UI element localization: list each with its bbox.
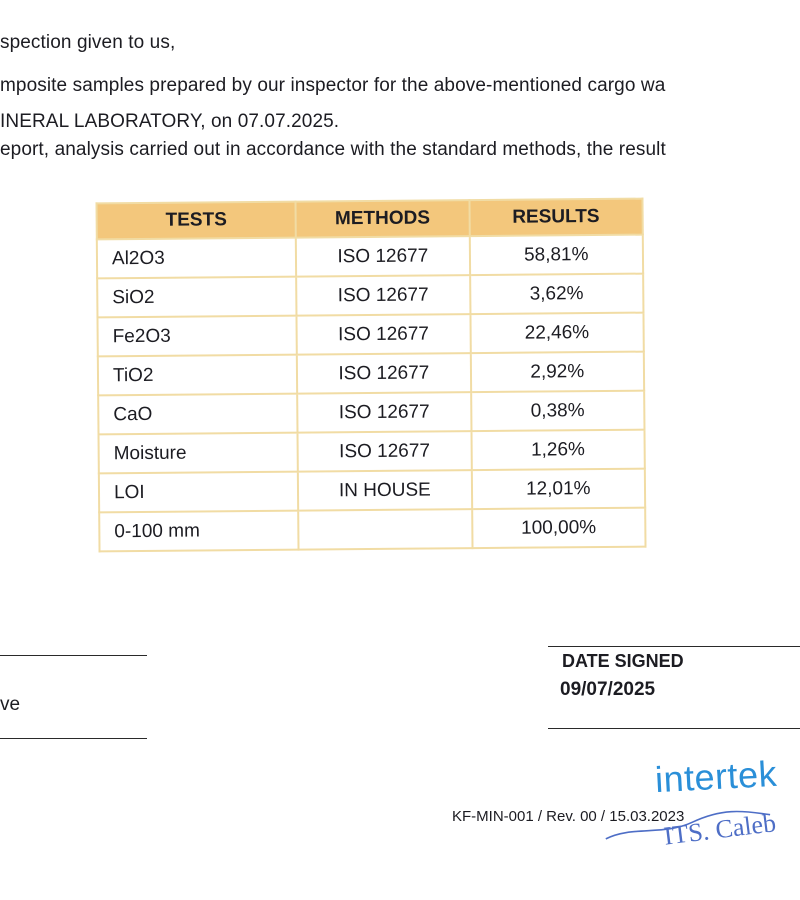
signature-rule-right-top [548, 646, 800, 647]
test-method: IN HOUSE [298, 470, 472, 511]
test-method: ISO 12677 [297, 353, 471, 394]
signature-rule-left-top [0, 655, 147, 656]
intro-line-2: mposite samples prepared by our inspector for the above-mentioned cargo wa [0, 75, 666, 96]
test-name: TiO2 [98, 355, 298, 396]
date-signed-label: DATE SIGNED [562, 651, 684, 671]
header-methods: METHODS [296, 200, 470, 238]
intro-line-1: spection given to us, [0, 32, 176, 53]
test-method: ISO 12677 [298, 431, 472, 472]
test-result: 100,00% [472, 508, 646, 549]
signature-rule-left-bottom [0, 738, 147, 739]
table-row [99, 430, 645, 474]
table-row [98, 352, 644, 396]
test-method [298, 509, 472, 550]
signature-rule-right-bottom [548, 728, 800, 729]
test-method: ISO 12677 [296, 236, 470, 277]
intro-line-4: eport, analysis carried out in accordance with the standard methods, the result [0, 139, 666, 160]
header-results: RESULTS [469, 199, 643, 237]
test-method: ISO 12677 [296, 275, 470, 316]
table-row [98, 391, 644, 435]
results-table [95, 198, 646, 553]
stamp-text: ITS. Caleb [662, 808, 778, 851]
test-method: ISO 12677 [297, 392, 471, 433]
test-method: ISO 12677 [297, 314, 471, 355]
table-row [99, 508, 645, 552]
test-name: 0-100 mm [99, 511, 299, 552]
test-result: 1,26% [471, 430, 645, 471]
signature-left-label: ve [0, 694, 21, 715]
table-row [97, 235, 643, 279]
test-name: Moisture [99, 433, 299, 474]
test-result: 0,38% [471, 391, 645, 432]
test-name: Fe2O3 [97, 316, 297, 357]
footer-document-code: KF-MIN-001 / Rev. 00 / 15.03.2023 [452, 808, 685, 825]
test-result: 22,46% [470, 313, 644, 354]
test-result: 2,92% [470, 352, 644, 393]
table-row [97, 313, 643, 357]
date-signed-value: 09/07/2025 [560, 679, 656, 700]
table-row [99, 469, 645, 513]
test-name: Al2O3 [97, 238, 297, 279]
test-name: SiO2 [97, 277, 297, 318]
intertek-logo: intertek [653, 752, 779, 801]
table-row [97, 274, 643, 318]
test-result: 58,81% [469, 235, 643, 276]
test-name: LOI [99, 472, 299, 513]
test-name: CaO [98, 394, 298, 435]
header-tests: TESTS [96, 202, 295, 240]
table-header-row [96, 199, 642, 240]
intro-line-3: INERAL LABORATORY, on 07.07.2025. [0, 111, 340, 132]
test-result: 12,01% [471, 469, 645, 510]
test-result: 3,62% [470, 274, 644, 315]
